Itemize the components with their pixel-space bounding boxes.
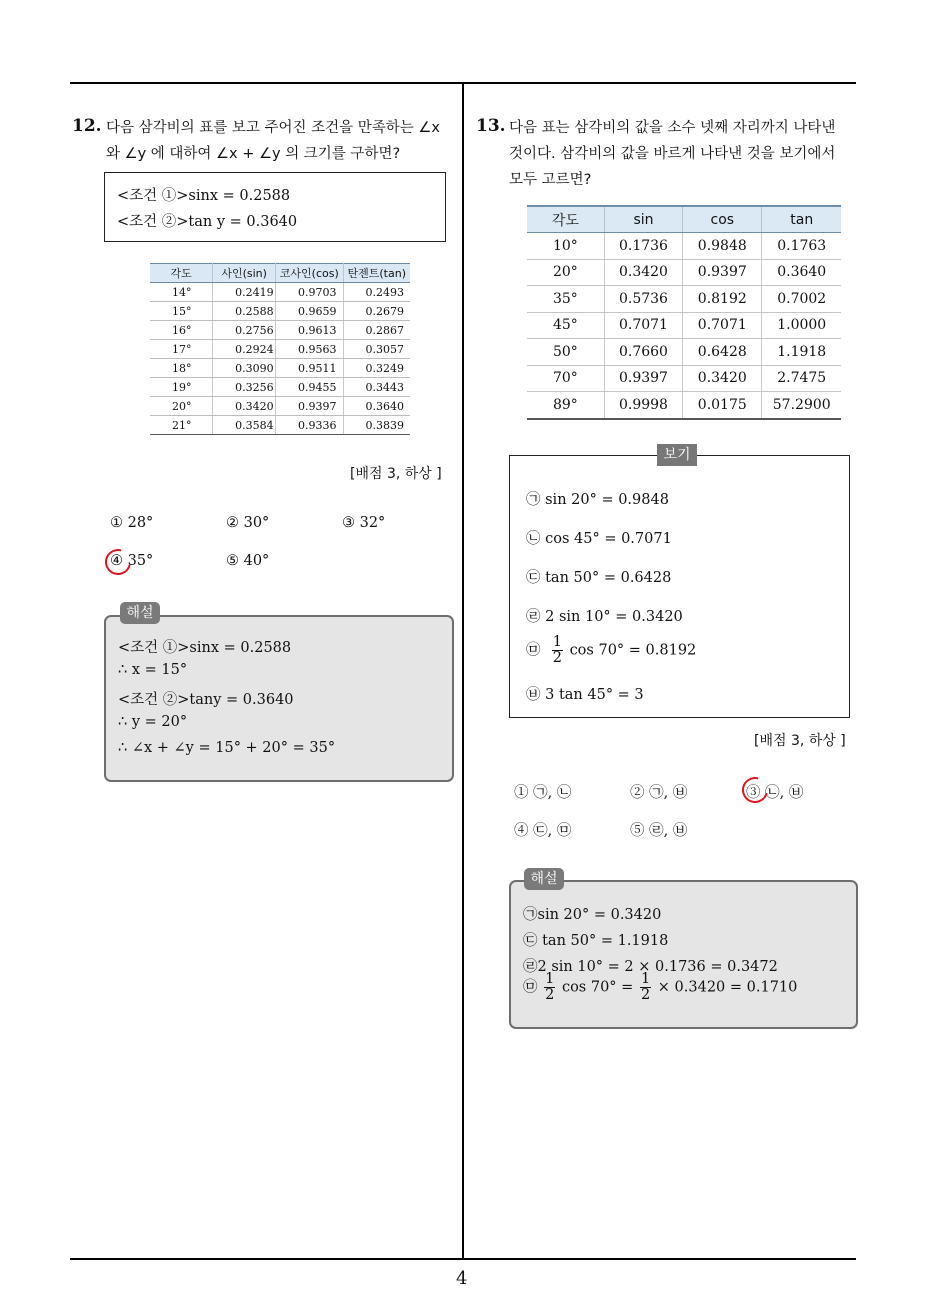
table-cell: 0.9563	[276, 340, 343, 359]
q13-question-line3: 모두 고르면?	[509, 172, 592, 188]
table-cell: 20°	[527, 259, 604, 286]
q13-solution-line: ㉢ tan 50° = 1.1918	[523, 933, 669, 949]
q12-choice-1[interactable]: ① 28°	[110, 515, 154, 531]
table-cell: 21°	[150, 416, 213, 435]
table-cell: 19°	[150, 378, 213, 397]
q13-bogi-tag: 보기	[657, 444, 697, 466]
table-cell: 0.7071	[604, 312, 682, 339]
table-row	[527, 392, 841, 419]
fraction-one-half	[552, 635, 563, 666]
table-cell: 0.3443	[343, 378, 410, 397]
q13-trig-table	[527, 205, 841, 420]
table-cell: 14°	[150, 283, 213, 302]
fraction-numerator: 1	[552, 634, 562, 650]
table-cell: 0.3839	[343, 416, 410, 435]
q13-solution-line-fraction	[523, 972, 797, 1003]
table-cell: 0.5736	[604, 286, 682, 313]
q13-score: [배점 3, 하상 ]	[754, 733, 846, 749]
table-cell: 0.9511	[276, 359, 343, 378]
table-header-cell: 코사인(cos)	[276, 264, 343, 283]
table-cell: 0.9397	[604, 365, 682, 392]
solution-prefix: ㉤	[523, 979, 538, 996]
table-row	[150, 340, 410, 359]
q12-solution-line: ∴ y = 20°	[118, 714, 188, 730]
q12-choice-3[interactable]: ③ 32°	[342, 515, 386, 531]
table-cell: 0.2924	[213, 340, 276, 359]
table-row	[150, 397, 410, 416]
table-cell: 0.2493	[343, 283, 410, 302]
table-row	[150, 283, 410, 302]
table-header-cell: 각도	[527, 206, 604, 233]
table-cell: 0.3420	[683, 365, 762, 392]
table-header-row	[150, 264, 410, 283]
table-cell: 0.3420	[604, 259, 682, 286]
table-cell: 0.2679	[343, 302, 410, 321]
q12-choice-5[interactable]: ⑤ 40°	[226, 553, 270, 569]
bogi-item: ㉣ 2 sin 10° = 0.3420	[526, 609, 683, 625]
table-cell: 45°	[527, 312, 604, 339]
q12-choice-2[interactable]: ② 30°	[226, 515, 270, 531]
table-header-cell: cos	[683, 206, 762, 233]
q12-solution-line: ∴ ∠x + ∠y = 15° + 20° = 35°	[118, 740, 336, 756]
q13-number: 13.	[476, 116, 506, 136]
q13-question-line1: 다음 표는 삼각비의 값을 소수 넷째 자리까지 나타낸	[509, 120, 836, 136]
table-header-row	[527, 206, 841, 233]
q12-condition-box	[104, 172, 446, 242]
table-cell: 0.2756	[213, 321, 276, 340]
q12-solution-line: <조건 ①>sinx = 0.2588	[118, 640, 292, 656]
table-row	[527, 286, 841, 313]
fraction-one-half	[544, 972, 555, 1003]
table-row	[527, 312, 841, 339]
q12-solution-tag: 해설	[120, 602, 160, 624]
q12-answer-mark-circle	[100, 544, 136, 580]
fraction-denominator: 2	[545, 987, 555, 1003]
table-cell: 70°	[527, 365, 604, 392]
table-cell: 20°	[150, 397, 213, 416]
table-cell: 0.9613	[276, 321, 343, 340]
table-cell: 0.3584	[213, 416, 276, 435]
table-cell: 0.7071	[683, 312, 762, 339]
q12-solution-line: ∴ x = 15°	[118, 662, 188, 678]
table-header-cell: 사인(sin)	[213, 264, 276, 283]
page-number: 4	[456, 1268, 468, 1289]
q13-solution-tag: 해설	[524, 868, 564, 890]
q12-choice-4[interactable]: ④ 35°	[110, 553, 154, 569]
table-cell: 16°	[150, 321, 213, 340]
q12-question-line2: 와 ∠y 에 대하여 ∠x + ∠y 의 크기를 구하면?	[106, 146, 401, 162]
table-cell: 17°	[150, 340, 213, 359]
bogi-item-prefix: ㉤	[526, 642, 541, 659]
q12-condition-2: <조건 ②>tan y = 0.3640	[117, 214, 298, 230]
table-cell: 0.9998	[604, 392, 682, 419]
q12-solution-line: <조건 ②>tany = 0.3640	[118, 692, 294, 708]
table-cell: 0.9397	[276, 397, 343, 416]
table-cell: 0.9848	[683, 233, 762, 260]
table-cell: 0.9397	[683, 259, 762, 286]
q13-choice-3[interactable]: ③ ㉡, ㉥	[746, 785, 804, 801]
bogi-item: ㉥ 3 tan 45° = 3	[526, 687, 644, 703]
table-cell: 1.0000	[762, 312, 841, 339]
table-cell: 0.7660	[604, 339, 682, 366]
solution-text: × 0.3420 = 0.1710	[657, 979, 798, 996]
table-cell: 0.3640	[762, 259, 841, 286]
table-header-cell: sin	[604, 206, 682, 233]
q12-question-line1: 다음 삼각비의 표를 보고 주어진 조건을 만족하는 ∠x	[106, 120, 440, 136]
table-cell: 0.2867	[343, 321, 410, 340]
table-row	[150, 416, 410, 435]
q13-solution-box	[509, 880, 858, 1029]
fraction-numerator: 1	[545, 971, 555, 987]
fraction-denominator: 2	[640, 987, 651, 1003]
q13-choice-1[interactable]: ① ㉠, ㉡	[514, 785, 572, 801]
table-cell: 0.9336	[276, 416, 343, 435]
table-row	[527, 259, 841, 286]
q12-solution-box	[104, 615, 454, 782]
table-cell: 0.9703	[276, 283, 343, 302]
table-header-cell: 각도	[150, 264, 213, 283]
table-cell: 0.3256	[213, 378, 276, 397]
table-cell: 0.3640	[343, 397, 410, 416]
table-cell: 0.0175	[683, 392, 762, 419]
table-cell: 0.2588	[213, 302, 276, 321]
q13-solution-line: ㉠sin 20° = 0.3420	[523, 907, 662, 923]
q13-answer-mark-circle	[737, 772, 773, 808]
table-cell: 15°	[150, 302, 213, 321]
q13-choice-2[interactable]: ② ㉠, ㉥	[630, 785, 688, 801]
table-header-cell: 탄젠트(tan)	[343, 264, 410, 283]
table-cell: 1.1918	[762, 339, 841, 366]
table-row	[150, 321, 410, 340]
q13-choice-5[interactable]: ⑤ ㉣, ㉥	[630, 823, 688, 839]
fraction-numerator: 1	[640, 971, 651, 987]
table-row	[527, 233, 841, 260]
table-cell: 57.2900	[762, 392, 841, 419]
table-header-cell: tan	[762, 206, 841, 233]
table-cell: 0.3420	[213, 397, 276, 416]
table-cell: 0.2419	[213, 283, 276, 302]
bogi-item-fraction	[526, 635, 696, 666]
table-row	[150, 359, 410, 378]
table-cell: 0.3090	[213, 359, 276, 378]
table-cell: 0.9455	[276, 378, 343, 397]
table-cell: 0.8192	[683, 286, 762, 313]
q13-choice-4[interactable]: ④ ㉢, ㉤	[514, 823, 572, 839]
q12-score: [배점 3, 하상 ]	[350, 466, 442, 482]
bogi-item: ㉡ cos 45° = 0.7071	[526, 531, 672, 547]
bogi-item: ㉢ tan 50° = 0.6428	[526, 570, 672, 586]
table-cell: 0.1763	[762, 233, 841, 260]
q12-condition-1: <조건 ①>sinx = 0.2588	[117, 188, 291, 204]
table-row	[150, 378, 410, 397]
q12-trig-table	[150, 263, 410, 435]
fraction-denominator: 2	[552, 650, 562, 666]
table-row	[150, 302, 410, 321]
q13-bogi-box	[509, 455, 850, 718]
table-row	[527, 365, 841, 392]
table-cell: 0.7002	[762, 286, 841, 313]
q13-question-line2: 것이다. 삼각비의 값을 바르게 나타낸 것을 보기에서	[509, 146, 836, 162]
fraction-one-half	[640, 972, 651, 1003]
bogi-item: ㉠ sin 20° = 0.9848	[526, 492, 669, 508]
table-cell: 35°	[527, 286, 604, 313]
table-cell: 0.3249	[343, 359, 410, 378]
table-cell: 0.3057	[343, 340, 410, 359]
bogi-item-text: cos 70° = 0.8192	[569, 642, 697, 659]
q12-number: 12.	[72, 116, 102, 136]
solution-text: cos 70° =	[561, 979, 638, 996]
table-cell: 0.1736	[604, 233, 682, 260]
table-cell: 89°	[527, 392, 604, 419]
bottom-rule	[70, 1258, 856, 1260]
q13-solution-line: ㉣2 sin 10° = 2 × 0.1736 = 0.3472	[523, 959, 778, 975]
table-cell: 0.9659	[276, 302, 343, 321]
table-row	[527, 339, 841, 366]
table-cell: 18°	[150, 359, 213, 378]
table-cell: 2.7475	[762, 365, 841, 392]
table-cell: 0.6428	[683, 339, 762, 366]
column-divider	[462, 82, 464, 1259]
table-cell: 10°	[527, 233, 604, 260]
table-cell: 50°	[527, 339, 604, 366]
